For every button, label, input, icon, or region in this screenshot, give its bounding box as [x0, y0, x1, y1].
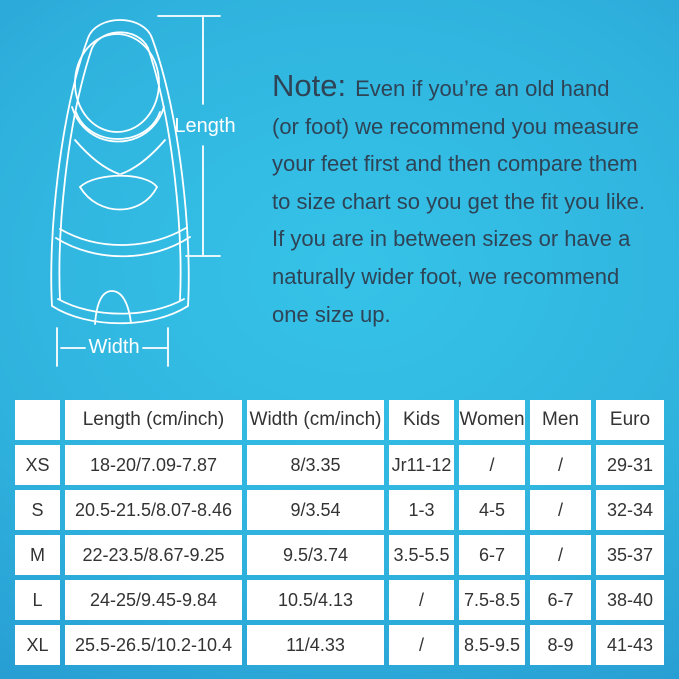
note-line: one size up. — [272, 301, 391, 327]
note-heading: Note: — [272, 68, 347, 103]
table-cell: Jr11-12 — [389, 445, 454, 485]
table-cell: 3.5-5.5 — [389, 535, 454, 575]
table-cell: 22-23.5/8.67-9.25 — [65, 535, 242, 575]
table-cell: 20.5-21.5/8.07-8.46 — [65, 490, 242, 530]
table-cell: 8-9 — [530, 625, 591, 665]
table-cell: 4-5 — [459, 490, 525, 530]
column-header-width: Width (cm/inch) — [247, 400, 384, 440]
note-line: If you are in between sizes or have a — [272, 226, 631, 252]
table-cell: / — [389, 625, 454, 665]
table-cell: / — [459, 445, 525, 485]
table-cell: 9/3.54 — [247, 490, 384, 530]
table-cell: / — [530, 490, 591, 530]
column-header-length: Length (cm/inch) — [65, 400, 242, 440]
table-cell: / — [389, 580, 454, 620]
table-cell: 38-40 — [596, 580, 664, 620]
column-header-kids: Kids — [389, 400, 454, 440]
note-line: to size chart so you get the fit you like. — [272, 188, 645, 214]
column-header-men: Men — [530, 400, 591, 440]
fin-diagram — [0, 0, 240, 380]
table-cell: 24-25/9.45-9.84 — [65, 580, 242, 620]
size-chart-table — [15, 400, 664, 665]
fin-outline — [51, 20, 189, 323]
table-cell: 1-3 — [389, 490, 454, 530]
table-cell: 25.5-26.5/10.2-10.4 — [65, 625, 242, 665]
table-cell: 8/3.35 — [247, 445, 384, 485]
note-line: naturally wider foot, we recommend — [272, 263, 620, 289]
note-block — [272, 70, 645, 333]
table-cell: 10.5/4.13 — [247, 580, 384, 620]
table-cell: 11/4.33 — [247, 625, 384, 665]
table-cell: 7.5-8.5 — [459, 580, 525, 620]
note-line: (or foot) we recommend you measure — [272, 113, 639, 139]
note-line: your feet first and then compare them — [272, 151, 638, 177]
size-label-cell: M — [15, 535, 60, 575]
note-text: Even if you’re an old hand — [355, 76, 610, 101]
table-cell: 35-37 — [596, 535, 664, 575]
table-cell: 9.5/3.74 — [247, 535, 384, 575]
table-cell: 41-43 — [596, 625, 664, 665]
foot-opening — [72, 34, 164, 142]
table-cell: / — [530, 445, 591, 485]
note-line — [272, 70, 645, 108]
column-header-women: Women — [459, 400, 525, 440]
width-dimension-label: Width — [88, 336, 140, 358]
footbed-detail — [56, 140, 190, 324]
table-cell: 8.5-9.5 — [459, 625, 525, 665]
table-cell: 6-7 — [530, 580, 591, 620]
column-header-empty — [15, 400, 60, 440]
size-label-cell: XL — [15, 625, 60, 665]
size-label-cell: S — [15, 490, 60, 530]
size-label-cell: L — [15, 580, 60, 620]
table-cell: / — [530, 535, 591, 575]
table-cell: 6-7 — [459, 535, 525, 575]
table-cell: 32-34 — [596, 490, 664, 530]
table-cell: 18-20/7.09-7.87 — [65, 445, 242, 485]
table-cell: 29-31 — [596, 445, 664, 485]
size-label-cell: XS — [15, 445, 60, 485]
column-header-euro: Euro — [596, 400, 664, 440]
length-dimension-label: Length — [174, 115, 236, 137]
